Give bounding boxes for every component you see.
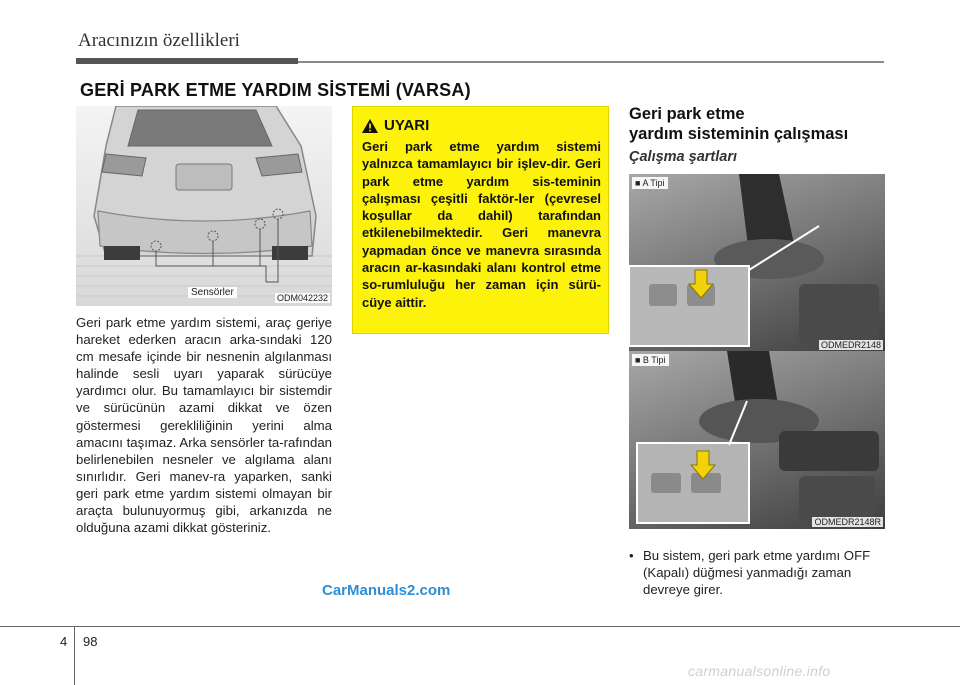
bullet-item xyxy=(629,547,885,598)
footer-divider xyxy=(74,626,75,685)
chapter-number: 4 xyxy=(60,634,68,649)
operation-title-line-2: yardım sisteminin çalışması xyxy=(629,125,849,143)
page-number: 98 xyxy=(83,634,98,649)
photo-type-a xyxy=(629,174,885,352)
warning-heading: UYARI xyxy=(384,117,430,134)
operation-title-line-1: Geri park etme xyxy=(629,105,745,123)
photo-type-a-label: ■ A Tipi xyxy=(632,177,668,189)
operation-title xyxy=(629,104,848,144)
footer-site-mark: carmanualsonline.info xyxy=(688,663,831,679)
sensor-callout-label: Sensörler xyxy=(188,287,237,298)
intro-paragraph: Geri park etme yardım sistemi, araç geriye hareket ederken aracın arka-sındaki 120 cm mesafe içinde bir nesnenin algılanması halinde sesli uyarı yaparak sürücüye yardımcı olur. Bu tamamlayıcı bir sistemdir ve sürücünün azami dikkat ve özen göstermesi gerekliliğinin yerini alma amacını taşımaz. Arka sensörler ta-rafından belirlenebilen nesneler ve algılama alanı sınırlıdır. Geri manev-ra yaparken, sanki geri park etme yardım sistemi olmayan bir araçta bulunuyormuş gibi, arkanızda ne olduğuna azami dikkat gösteriniz. xyxy=(76,315,332,536)
photo-type-b xyxy=(629,351,885,529)
console-photo-a xyxy=(629,174,885,352)
section-title: GERİ PARK ETME YARDIM SİSTEMİ (VARSA) xyxy=(80,80,471,100)
warning-box xyxy=(352,106,609,334)
bullet-dot: • xyxy=(629,548,634,563)
photo-type-b-code: ODMEDR2148R xyxy=(814,517,881,527)
footer-rule xyxy=(0,626,960,627)
figure-code: ODM042232 xyxy=(276,293,328,303)
console-photo-b xyxy=(629,351,885,529)
header-title: Aracınızın özellikleri xyxy=(78,30,240,51)
car-rear-drawing xyxy=(76,106,332,306)
warning-text: Geri park etme yardım sistemi yalnızca tamamlayıcı bir işlev-dir. Geri park etme yardım sis-teminin çalışması çeşitli faktör-ler (çevresel koşullar da dahil) tarafından etkilenebilmektedir. Geri manevra yapmadan önce ve manevra sırasında aracın ar-kasındaki alanı kontrol etme so-rumluluğu her zaman için sürü-cüye aittir. xyxy=(362,139,601,310)
warning-triangle-icon xyxy=(362,119,378,133)
watermark-link[interactable]: CarManuals2.com xyxy=(322,582,451,599)
bullet-text: Bu sistem, geri park etme yardımı OFF (Kapalı) düğmesi yanmadığı zaman devreye girer. xyxy=(643,548,871,597)
warning-header xyxy=(362,117,601,134)
photo-type-b-label: ■ B Tipi xyxy=(632,354,669,366)
header-rule-dark xyxy=(76,58,298,64)
header-rule-light xyxy=(298,61,884,63)
operating-conditions-subtitle: Çalışma şartları xyxy=(629,149,738,165)
car-rear-illustration xyxy=(76,106,332,306)
photo-type-a-code: ODMEDR2148 xyxy=(820,340,881,350)
